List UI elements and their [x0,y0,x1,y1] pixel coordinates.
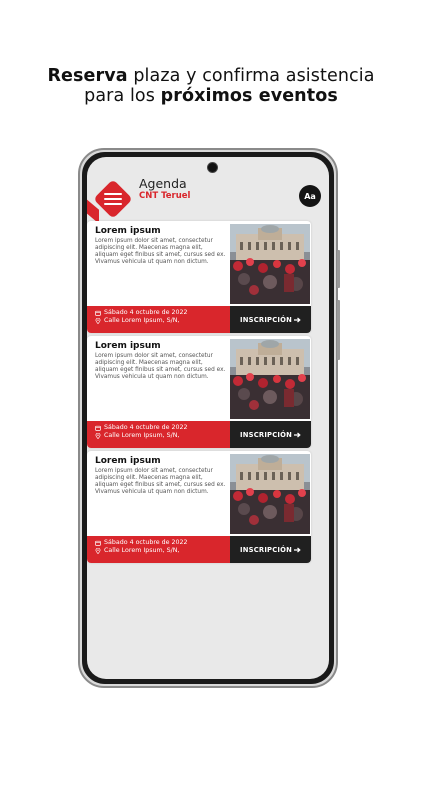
event-card[interactable] [87,221,311,333]
headline-line-1 [0,66,422,86]
arrow-right-icon [294,432,301,438]
headline-bold-2: próximos eventos [160,86,338,106]
location-pin-icon [95,548,101,554]
event-date-row [95,424,230,432]
event-photo [230,339,310,419]
event-card[interactable] [87,336,311,448]
event-footer [87,536,311,563]
event-location-row [95,547,230,555]
event-date-row [95,309,230,317]
event-title: Lorem ipsum [95,226,161,236]
headline-bold-1: Reserva [47,66,128,86]
event-title: Lorem ipsum [95,456,161,466]
camera-icon [208,163,217,172]
event-location-row [95,317,230,325]
location-pin-icon [95,433,101,439]
location-pin-icon [95,318,101,324]
signup-button[interactable] [230,536,311,563]
event-date: Sábado 4 octubre de 2022 [104,539,188,546]
calendar-icon [95,310,101,316]
event-description: Lorem ipsum dolor sit amet, consectetur adipiscing elit. Maecenas magna elit, aliquam eget finibus sit amet, cursus sed ex. Vivamus vehicula ut quam non dictum. [95,468,226,495]
app-title: Agenda [139,176,187,191]
headline-line-2 [0,86,422,106]
promo-headline [0,66,422,106]
event-photo [230,224,310,304]
event-title: Lorem ipsum [95,341,161,351]
phone-bezel [82,152,334,684]
headline-text-1: plaza y confirma asistencia [127,66,375,86]
font-size-button[interactable]: Aa [299,185,321,207]
signup-label: INSCRIPCIÓN [239,315,293,324]
event-location: Calle Lorem Ipsum, S/N, [104,432,180,439]
event-footer [87,421,311,448]
signup-button[interactable] [230,421,311,448]
signup-label: INSCRIPCIÓN [239,545,293,554]
event-photo [230,454,310,534]
event-info [87,306,230,333]
calendar-icon [95,540,101,546]
arrow-right-icon [294,547,301,553]
phone-frame [78,148,338,688]
event-info [87,536,230,563]
event-location-row [95,432,230,440]
event-card[interactable] [87,451,311,563]
hamburger-menu-icon[interactable] [104,193,122,205]
event-location: Calle Lorem Ipsum, S/N, [104,547,180,554]
signup-button[interactable] [230,306,311,333]
phone-screen [87,157,329,679]
event-location: Calle Lorem Ipsum, S/N, [104,317,180,324]
event-info [87,421,230,448]
calendar-icon [95,425,101,431]
app-subtitle: CNT Teruel [139,191,191,201]
event-description: Lorem ipsum dolor sit amet, consectetur adipiscing elit. Maecenas magna elit, aliquam eget finibus sit amet, cursus sed ex. Vivamus vehicula ut quam non dictum. [95,353,226,380]
event-date: Sábado 4 octubre de 2022 [104,309,188,316]
event-date-row [95,539,230,547]
event-date: Sábado 4 octubre de 2022 [104,424,188,431]
event-description: Lorem ipsum dolor sit amet, consectetur adipiscing elit. Maecenas magna elit, aliquam eget finibus sit amet, cursus sed ex. Vivamus vehicula ut quam non dictum. [95,238,226,265]
phone-volume-button [337,250,340,288]
headline-text-2: para los [84,86,161,106]
signup-label: INSCRIPCIÓN [239,430,293,439]
arrow-right-icon [294,317,301,323]
event-footer [87,306,311,333]
phone-power-button [337,300,340,360]
